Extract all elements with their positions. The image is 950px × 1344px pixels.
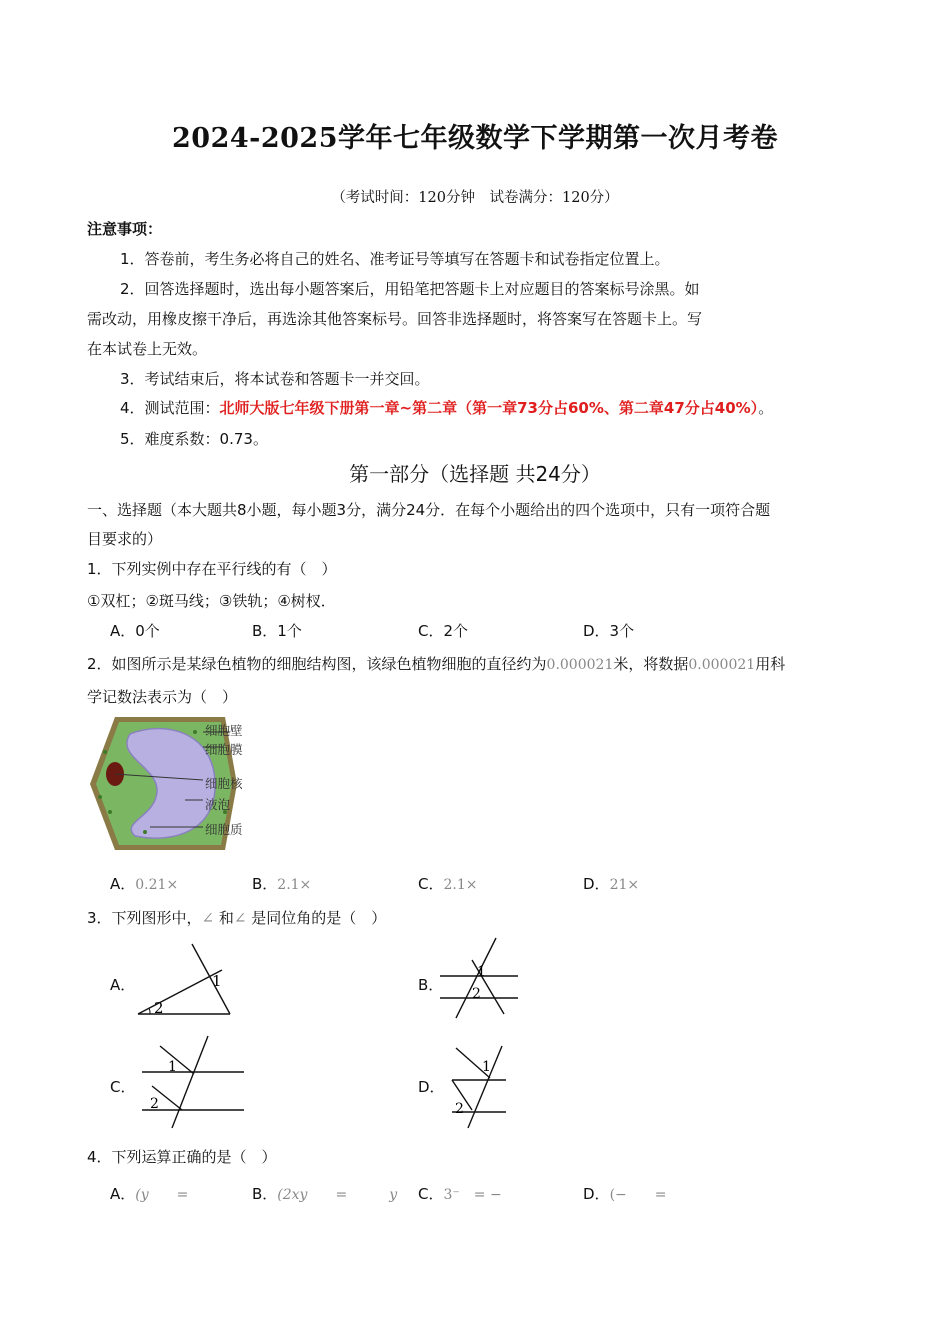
q4-option-a-value: (y = [135, 1187, 189, 1203]
q4-option-c[interactable] [418, 1183, 502, 1204]
q3-and: 和 [218, 909, 234, 927]
q3-stem-end: 是同位角的是（ ） [251, 909, 387, 927]
q2-option-a-label: A． [110, 875, 136, 893]
q2-stem-text-3: 用科 [755, 655, 786, 673]
notice-heading: 注意事项： [87, 220, 163, 238]
q3-figure-a [130, 940, 240, 1022]
q3-figure-d [444, 1042, 510, 1130]
q3d-label-1: 1 [482, 1059, 491, 1075]
notice-item-2-cont: 需改动，用橡皮擦干净后，再选涂其他答案标号。回答非选择题时，将答案写在答题卡上。写 [87, 310, 703, 328]
q2-option-b-label: B． [252, 875, 278, 893]
q4-option-d-label: D． [583, 1185, 610, 1203]
q4-option-a[interactable] [110, 1183, 188, 1204]
q1-option-c[interactable]: C．2个 [418, 622, 469, 640]
q3a-label-2: 2 [154, 999, 164, 1017]
q3-angle-2: ∠ [233, 909, 247, 927]
q2-option-a-value: 0.21× [135, 877, 179, 893]
section-instructions-cont: 目要求的） [87, 530, 163, 548]
label-cytoplasm: 细胞质 [205, 822, 243, 837]
q2-option-d-label: D． [583, 875, 610, 893]
q3-figure-b [436, 936, 520, 1022]
notice-item-3: 3．考试结束后，将本试卷和答题卡一并交回。 [120, 370, 430, 388]
q2-option-b[interactable] [252, 873, 311, 894]
q2-number-1: 0.000021 [546, 657, 614, 673]
page-title: 2024-2025学年七年级数学下学期第一次月考卷 [172, 123, 778, 154]
q1-option-d[interactable]: D．3个 [583, 622, 635, 640]
q4-option-c-value: 3⁻ = − [443, 1187, 502, 1203]
section-instructions: 一、选择题（本大题共8小题，每小题3分，满分24分．在每个小题给出的四个选项中，只有一项符合题 [87, 501, 771, 519]
q2-option-a[interactable] [110, 873, 178, 894]
scope-label: 4．测试范围： [120, 399, 220, 417]
q3d-label-2: 2 [455, 1101, 464, 1117]
q3-stem [87, 907, 386, 928]
q2-stem-text-2: 米，将数据 [613, 655, 689, 673]
scope-end: 。 [758, 399, 774, 417]
q3-option-d[interactable]: D． [418, 1078, 445, 1096]
q3-stem-text: 3．下列图形中， [87, 909, 202, 927]
q3b-label-1: 1 [477, 964, 486, 980]
q3-option-a[interactable]: A． [110, 976, 136, 994]
notice-item-2: 2．回答选择题时，选出每小题答案后，用铅笔把答题卡上对应题目的答案标号涂黑。如 [120, 280, 700, 298]
q4-option-b[interactable] [252, 1183, 397, 1204]
q3a-label-1: 1 [212, 972, 222, 990]
q2-option-d-value: 21× [609, 877, 640, 893]
notice-item-2-end: 在本试卷上无效。 [87, 340, 208, 358]
q3-angle-1: ∠ [201, 909, 215, 927]
q4-option-b-value: (2xy = y [277, 1187, 398, 1203]
q4-option-d-value: (− = [609, 1187, 667, 1203]
label-cell-wall: 细胞壁 [205, 723, 243, 738]
label-cell-membrane: 细胞膜 [205, 742, 243, 757]
q2-option-c-label: C． [418, 875, 444, 893]
q2-number-2: 0.000021 [688, 657, 756, 673]
q1-option-a[interactable]: A．0个 [110, 622, 160, 640]
notice-item-1: 1．答卷前，考生务必将自己的姓名、准考证号等填写在答题卡和试卷指定位置上。 [120, 250, 670, 268]
q4-option-d[interactable] [583, 1183, 667, 1204]
q4-option-a-label: A． [110, 1185, 136, 1203]
q1-option-b[interactable]: B．1个 [252, 622, 302, 640]
notice-item-5: 5．难度系数：0.73。 [120, 430, 268, 448]
q4-stem: 4．下列运算正确的是（ ） [87, 1148, 277, 1166]
q1-stem: 1．下列实例中存在平行线的有（ ） [87, 560, 337, 578]
q2-stem [87, 653, 785, 674]
q3c-label-2: 2 [150, 1096, 159, 1112]
q3c-label-1: 1 [168, 1059, 177, 1075]
q2-option-c[interactable] [418, 873, 477, 894]
q2-stem-cont: 学记数法表示为（ ） [87, 688, 238, 706]
q1-items: ①双杠；②斑马线；③铁轨；④树杈． [87, 592, 336, 610]
q3-option-b[interactable]: B． [418, 976, 444, 994]
q2-option-d[interactable] [583, 873, 639, 894]
q4-option-c-label: C． [418, 1185, 444, 1203]
q2-option-b-value: 2.1× [277, 877, 312, 893]
q3-figure-c [136, 1034, 248, 1130]
exam-info: （考试时间：120分钟 试卷满分：120分） [331, 190, 619, 206]
section-title: 第一部分（选择题 共24分） [349, 462, 601, 486]
label-vacuole: 液泡 [205, 797, 231, 812]
label-nucleus: 细胞核 [205, 776, 243, 791]
q3b-label-2: 2 [472, 986, 481, 1002]
q2-stem-text: 2．如图所示是某绿色植物的细胞结构图，该绿色植物细胞的直径约为 [87, 655, 547, 673]
q3-option-c[interactable]: C． [110, 1078, 136, 1096]
scope-range: 北师大版七年级下册第一章~第二章（第一章73分占60%、第二章47分占40%） [219, 399, 759, 417]
q2-option-c-value: 2.1× [443, 877, 478, 893]
notice-item-4 [120, 397, 773, 418]
q4-option-b-label: B． [252, 1185, 278, 1203]
